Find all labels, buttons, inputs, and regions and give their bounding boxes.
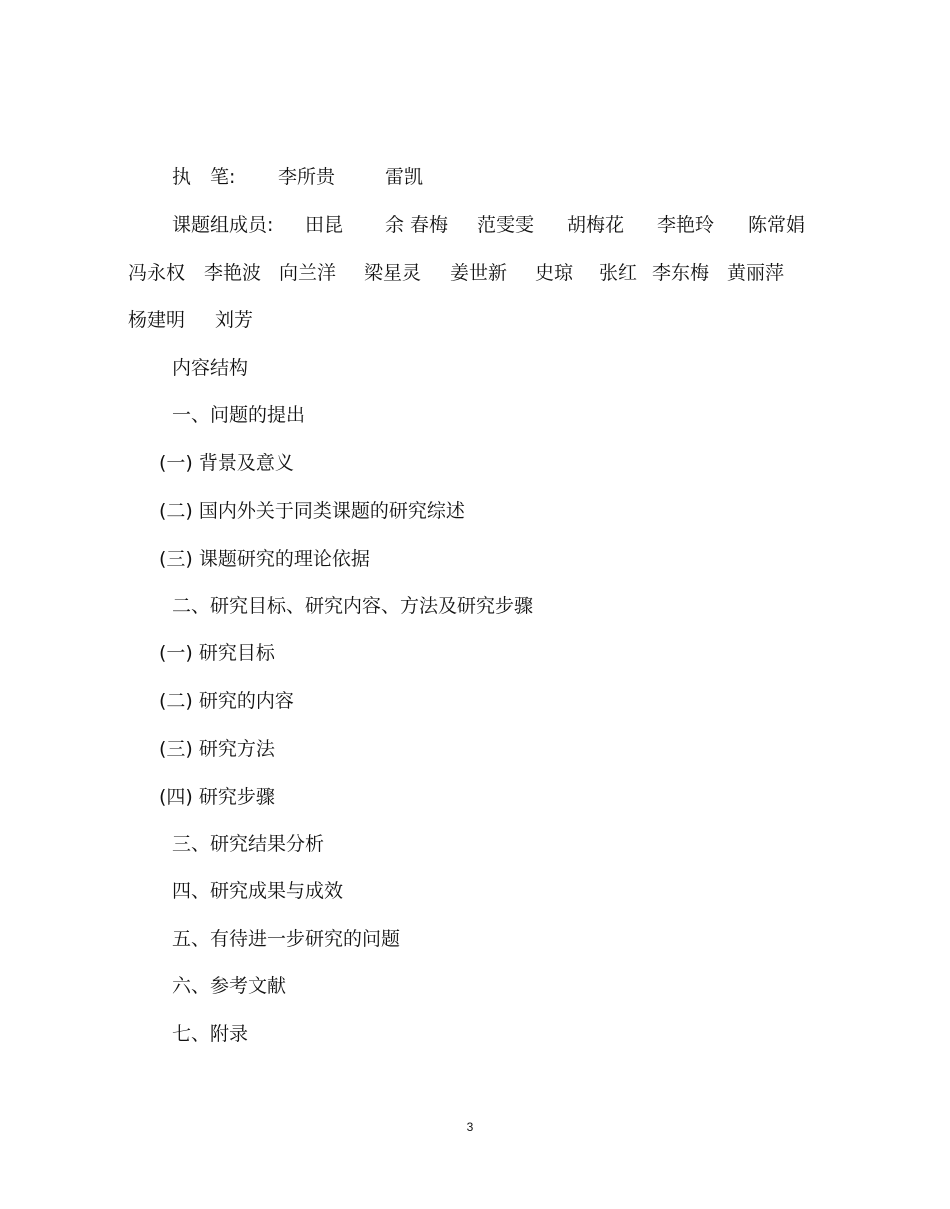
member-name: 史琼 <box>535 262 574 284</box>
member-name: 田昆 <box>305 214 344 236</box>
toc-subitem: (二) 研究的内容 <box>159 690 294 712</box>
member-name: 冯永权 <box>128 262 186 284</box>
toc-item: 一、问题的提出 <box>172 404 306 426</box>
member-name: 姜世新 <box>450 262 508 284</box>
toc-subitem: (二) 国内外关于同类课题的研究综述 <box>159 500 465 522</box>
toc-item: 四、研究成果与成效 <box>172 880 344 902</box>
author-name: 李所贵 <box>278 166 336 188</box>
member-name: 李艳波 <box>204 262 262 284</box>
member-name: 胡梅花 <box>567 214 625 236</box>
toc-subitem: (三) 课题研究的理论依据 <box>159 548 370 570</box>
members-label: 课题组成员: <box>172 214 274 236</box>
toc-item: 七、附录 <box>172 1023 249 1045</box>
author-label: 执 笔: <box>172 166 236 188</box>
member-name: 陈常娟 <box>748 214 806 236</box>
author-name: 雷凯 <box>385 166 424 188</box>
contents-heading: 内容结构 <box>172 357 249 379</box>
toc-subitem: (一) 研究目标 <box>159 642 275 664</box>
member-name: 张红 <box>599 262 638 284</box>
toc-subitem: (三) 研究方法 <box>159 738 275 760</box>
member-name: 范雯雯 <box>477 214 535 236</box>
toc-subitem: (一) 背景及意义 <box>159 452 294 474</box>
member-name: 刘芳 <box>215 309 254 331</box>
toc-item: 三、研究结果分析 <box>172 833 325 855</box>
page-number: 3 <box>466 1120 474 1134</box>
member-name: 余 春梅 <box>385 214 449 236</box>
member-name: 黄丽萍 <box>727 262 785 284</box>
toc-subitem: (四) 研究步骤 <box>159 786 275 808</box>
toc-item: 五、有待进一步研究的问题 <box>172 928 401 950</box>
toc-item: 二、研究目标、研究内容、方法及研究步骤 <box>172 595 534 617</box>
member-name: 向兰洋 <box>279 262 337 284</box>
member-name: 梁星灵 <box>364 262 422 284</box>
member-name: 李艳玲 <box>657 214 715 236</box>
member-name: 李东梅 <box>652 262 710 284</box>
toc-item: 六、参考文献 <box>172 975 287 997</box>
member-name: 杨建明 <box>128 309 186 331</box>
